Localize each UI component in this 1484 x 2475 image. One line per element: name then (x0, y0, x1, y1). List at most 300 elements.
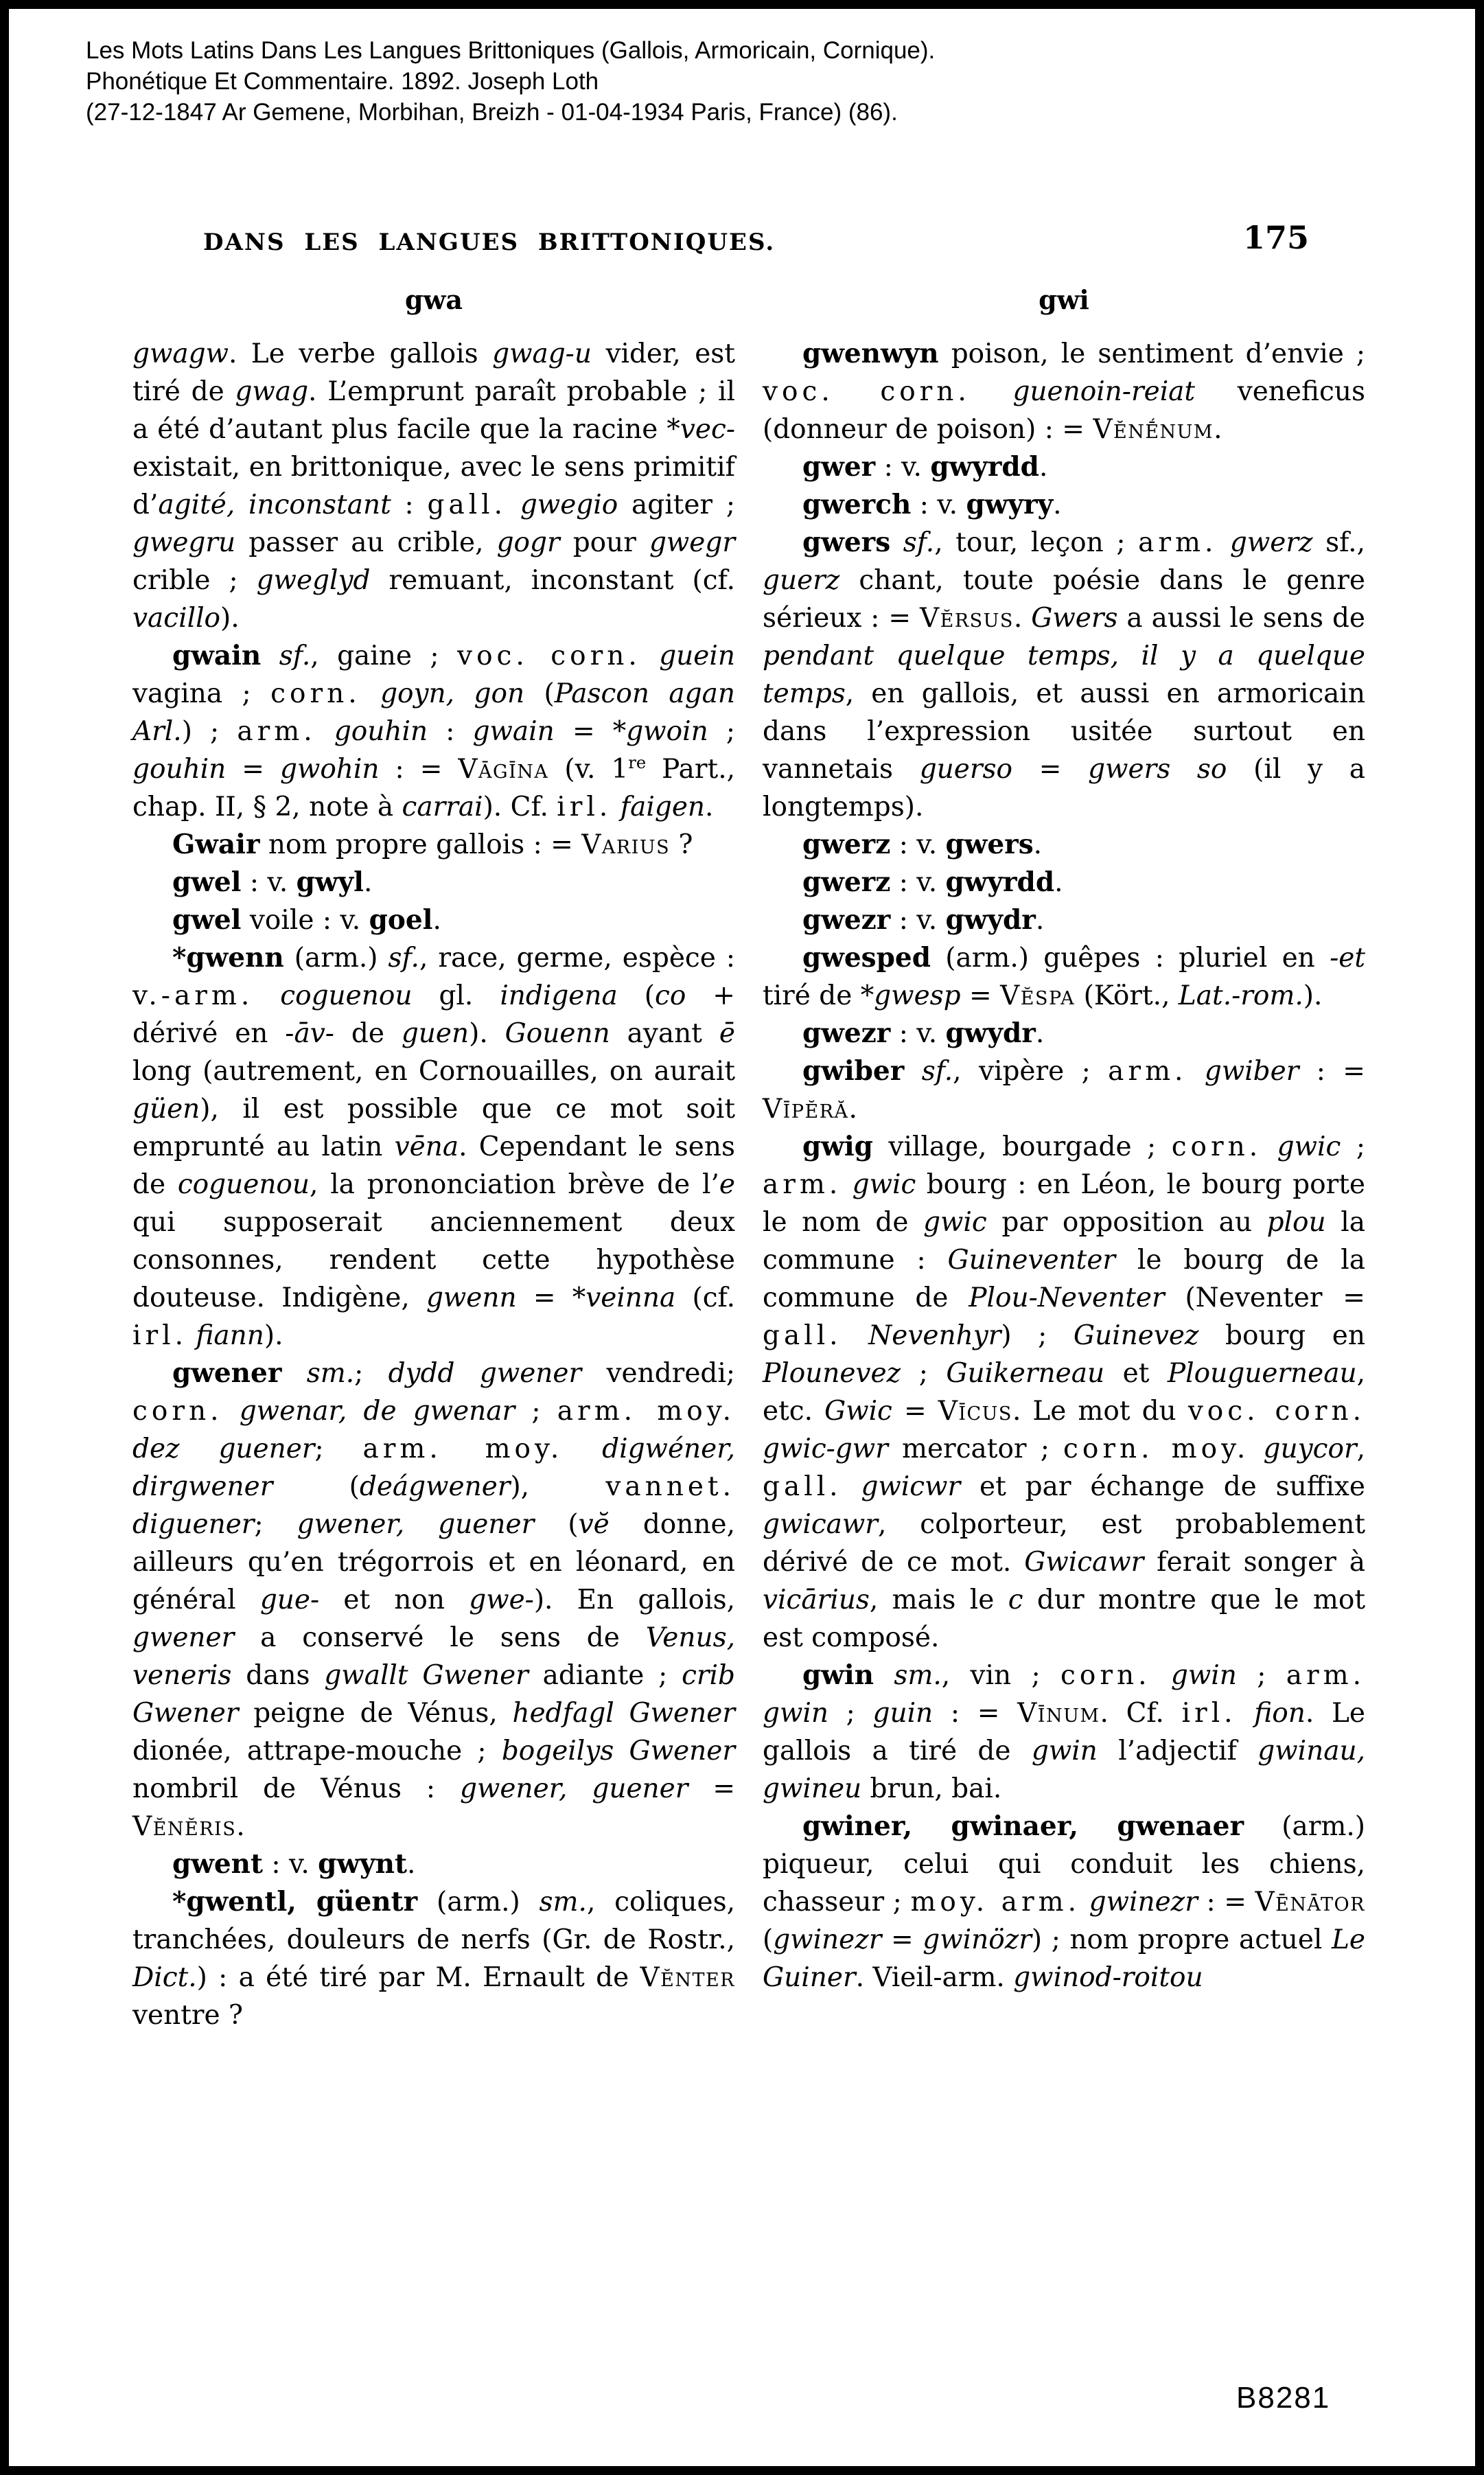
text-run: Gwers (1031, 603, 1118, 634)
text-run (842, 1320, 869, 1351)
text-run: guen (401, 1018, 469, 1049)
text-run: Vĕnḗnum (1093, 414, 1214, 445)
text-run: c (1008, 1585, 1023, 1615)
text-run: bogeilys Gwener (501, 1736, 735, 1766)
text-run: voc. corn. (457, 641, 641, 671)
text-run: : v. (263, 1849, 318, 1880)
text-run (507, 490, 520, 520)
text-run: . (1214, 414, 1222, 445)
text-run: , gaine ; (310, 641, 458, 671)
text-run: , en gallois, et aussi en armoricain dans l’expression usitée surtout en vannetais (763, 678, 1365, 785)
text-run: Lat.-rom. (1178, 980, 1303, 1011)
text-run: moy. arm. (910, 1887, 1081, 1918)
entry-paragraph (763, 1128, 1365, 1657)
entry-paragraph (132, 901, 735, 939)
text-run: ; (828, 1698, 873, 1729)
column-header: gwa (405, 284, 463, 315)
text-run: gwesped (802, 942, 931, 974)
text-run: Vĕspa (1000, 980, 1076, 1011)
text-run (971, 376, 1013, 407)
text-run: (arm.) (283, 943, 389, 974)
text-run: corn. (270, 678, 361, 709)
text-run: gwesp (874, 980, 961, 1011)
text-run: gwent (172, 1848, 264, 1880)
text-run: Vĕnĕris (132, 1811, 237, 1842)
text-run: (cf. (675, 1282, 735, 1313)
text-run: (Kört., (1075, 980, 1179, 1011)
text-run: , (1356, 1434, 1365, 1464)
text-run: gwener, guener (297, 1509, 535, 1540)
text-run: ( (534, 1509, 579, 1540)
text-run (222, 1396, 239, 1427)
text-run: güen (132, 1094, 200, 1125)
text-run: gwenar, de gwenar (239, 1396, 515, 1427)
text-run: gwig (802, 1131, 873, 1162)
text-run: Nevenhyr (868, 1320, 1001, 1351)
text-run: : v. (875, 452, 931, 483)
text-run: bourg : en Léon, le bourg porte le nom de (763, 1169, 1365, 1238)
text-run: : = (1197, 1887, 1255, 1918)
text-run: : v. (890, 867, 946, 898)
text-run: le bourg de la commune de (763, 1245, 1365, 1313)
text-run: : (391, 490, 428, 520)
text-run: ). En gallois, (533, 1585, 735, 1615)
text-run: dans (231, 1660, 325, 1691)
text-run: veneficus (donneur de poison) : = (763, 376, 1365, 445)
text-run: sf. (388, 943, 419, 974)
text-run: Pascon agan Arl. (132, 678, 735, 747)
text-run: : v. (911, 490, 966, 520)
text-run: -et (1330, 943, 1365, 974)
text-run: . (848, 1094, 857, 1125)
provenance-line-3: (27-12-1847 Ar Gemene, Morbihan, Breizh - 01-04-1934 Paris, France) (86). (86, 99, 898, 126)
text-run: , la prononciation brève de l’ (310, 1169, 719, 1200)
text-run: ( (617, 980, 655, 1011)
text-run: gwel (172, 904, 242, 936)
text-run: gwers (802, 527, 891, 558)
text-run: corn. (1171, 1131, 1262, 1162)
text-run: gwydr (945, 1017, 1036, 1049)
text-run: vec- (680, 414, 735, 445)
dictionary-column-left (132, 281, 735, 2034)
text-run: gwiner, gwinaer, gwenaer (802, 1810, 1244, 1842)
text-run: = (892, 1396, 938, 1427)
text-run: gwicawr (763, 1509, 878, 1540)
text-run: re (628, 753, 647, 772)
text-run: sf. (904, 1056, 953, 1087)
text-run: ; (1236, 1660, 1286, 1691)
entry-paragraph (763, 524, 1365, 826)
text-run: gwain (472, 716, 555, 747)
text-run: Vēnātor (1255, 1887, 1365, 1918)
text-run: gwic (852, 1169, 916, 1200)
text-run: gogr (496, 527, 560, 558)
text-run: . (1033, 829, 1043, 860)
text-run: ; (901, 1358, 947, 1389)
entry-paragraph (132, 939, 735, 1355)
text-run: irl. (1181, 1698, 1237, 1729)
text-run: Gouenn (505, 1018, 610, 1049)
text-run: gwyrdd (945, 866, 1055, 898)
text-run: Gwic (824, 1396, 892, 1427)
text-run: voile : v. (241, 905, 369, 936)
text-run (1080, 1887, 1089, 1918)
entry-paragraph (132, 864, 735, 901)
text-run: sf. (890, 527, 935, 558)
entry-paragraph (763, 939, 1365, 1015)
text-run: nom propre gallois : = (259, 829, 582, 860)
text-run (842, 1169, 852, 1200)
entry-paragraph (763, 486, 1365, 524)
text-run: guein (659, 641, 735, 671)
text-run: gwynt (318, 1848, 408, 1880)
text-run: guerz (763, 565, 840, 596)
text-run: gwagw (132, 338, 229, 369)
text-run: fion (1254, 1698, 1306, 1729)
text-run: pour (559, 527, 649, 558)
text-run: gwic (923, 1207, 987, 1238)
text-run: . (1054, 867, 1063, 898)
text-run: gwyry (966, 489, 1054, 520)
text-run: , mais le (869, 1585, 1008, 1615)
text-run: de (334, 1018, 402, 1049)
text-run: arm. moy. (362, 1434, 564, 1464)
text-run: gwener (172, 1357, 282, 1389)
text-run: guenoin-reiat (1012, 376, 1196, 407)
text-run: = (881, 1924, 923, 1955)
text-run: (arm.) guêpes : pluriel en (930, 943, 1330, 974)
text-run: poison, le sentiment d’envie ; (938, 338, 1365, 369)
text-run: gwiber (1204, 1056, 1299, 1087)
text-run: , race, germe, espèce : (419, 943, 735, 974)
text-run (361, 678, 380, 709)
column-header: gwi (1039, 284, 1089, 315)
text-run: village, bourgade ; (872, 1131, 1172, 1162)
text-run: . (1035, 1018, 1045, 1049)
text-run (1217, 527, 1230, 558)
text-run: hedfagl Gwener (512, 1698, 735, 1729)
text-run: l’adjectif (1097, 1736, 1258, 1766)
text-run: vagina ; (132, 678, 271, 709)
text-run (1187, 1056, 1204, 1087)
text-run: gwezr (802, 1017, 891, 1049)
text-run: : = (933, 1698, 1018, 1729)
text-run: gouhin (334, 716, 428, 747)
provenance-line-2: Phonétique Et Commentaire. 1892. Joseph Loth (86, 68, 599, 95)
text-run: dionée, attrape-mouche ; (132, 1736, 502, 1766)
text-run: gwinezr (1089, 1887, 1198, 1918)
text-run: guin (872, 1698, 934, 1729)
text-run: gwegr (649, 527, 735, 558)
text-run: e (719, 1169, 735, 1200)
text-run: ). Cf. (483, 792, 557, 822)
text-run: la commune : (763, 1207, 1365, 1276)
text-run: āv- (294, 1018, 334, 1049)
text-run: ) : a été tiré par M. Ernault de (196, 1962, 640, 1993)
text-run: Plouguerneau (1167, 1358, 1357, 1389)
text-run: Vāgīna (458, 754, 549, 785)
text-run: ventre ? (132, 2000, 243, 2031)
dictionary-column-right (763, 281, 1365, 1996)
text-run: ; (708, 716, 736, 747)
text-run: Plou-Neventer (969, 1282, 1165, 1313)
text-run: ayant (610, 1018, 719, 1049)
text-run: gwer (802, 451, 876, 483)
text-run: gweglyd (256, 565, 371, 596)
text-run: . Le verbe gallois (228, 338, 493, 369)
text-run: . Cf. (1100, 1698, 1182, 1729)
entry-paragraph (132, 1355, 735, 1845)
text-run: gl. (412, 980, 500, 1011)
text-run: gwag-u (492, 338, 592, 369)
text-run: *gwentl, güentr (172, 1886, 418, 1918)
text-run: gue- (259, 1585, 320, 1615)
text-run: corn. moy. (1063, 1434, 1250, 1464)
text-run: tiré de * (763, 980, 874, 1011)
text-run: sf. (261, 641, 311, 671)
text-run: carrai (402, 792, 483, 822)
text-run: ) ; nom propre actuel (1031, 1924, 1332, 1955)
text-run: Plounevez (763, 1358, 901, 1389)
entry-paragraph (132, 826, 735, 864)
text-run (842, 1471, 861, 1502)
text-run: gwerch (802, 489, 912, 520)
text-run: , etc. (763, 1358, 1366, 1427)
text-run: gwerz (1229, 527, 1313, 558)
text-run: qui supposerait anciennement deux consonnes, rendent cette hypothèse douteuse. Indigène, (132, 1207, 735, 1313)
text-run: gwyrdd (930, 451, 1039, 483)
text-run: gall. (763, 1320, 842, 1351)
column-body (132, 335, 735, 2034)
text-run: Guineventer (947, 1245, 1116, 1276)
text-run: ). (264, 1320, 283, 1351)
text-run: gwe- (469, 1585, 534, 1615)
text-run: gwenn (426, 1282, 517, 1313)
text-run: Part., chap. II, § 2, note à (132, 754, 735, 822)
text-run: existait, en brittonique, avec le sens primitif d’ (132, 452, 735, 520)
entry-paragraph (132, 1845, 735, 1883)
entry-paragraph (763, 1808, 1365, 1996)
text-run: peigne de Vénus, (238, 1698, 513, 1729)
text-run: arm. (1286, 1660, 1366, 1691)
text-run: gwinod-roitou (1013, 1962, 1203, 1993)
text-run: Vīnum (1017, 1698, 1100, 1729)
text-run: Gwicawr (1024, 1547, 1144, 1578)
text-run: (arm.) (417, 1887, 540, 1918)
text-run: *gwenn (172, 942, 284, 974)
text-run: brun, bai. (861, 1773, 1002, 1804)
text-run: gwyl (296, 866, 364, 898)
text-run: ? (670, 829, 693, 860)
text-run: irl. (557, 792, 612, 822)
text-run: ), il est possible que ce mot soit emprunté au latin (132, 1094, 735, 1162)
text-run: : v. (890, 829, 946, 860)
text-run: (Neventer = (1164, 1282, 1365, 1313)
text-run: et (1104, 1358, 1168, 1389)
text-run: , colporteur, est probablement dérivé de ce mot. (763, 1509, 1365, 1578)
text-run: indigena (500, 980, 618, 1011)
text-run: gwic (1277, 1131, 1341, 1162)
text-run: gwegio (520, 490, 618, 520)
provenance-header (86, 35, 1404, 128)
text-run: gwin (1170, 1660, 1237, 1691)
text-run: ), (510, 1471, 606, 1502)
text-run: gwerz (802, 829, 891, 860)
entry-paragraph (763, 864, 1365, 901)
text-run: , vin ; (941, 1660, 1061, 1691)
text-run: arm. (1138, 527, 1218, 558)
text-run: : (428, 716, 473, 747)
text-run: ; (515, 1396, 557, 1427)
text-run: Vĕnter (640, 1962, 735, 1993)
text-run: ; (254, 1509, 297, 1540)
text-run: = (1012, 754, 1089, 785)
text-run: sm. (874, 1660, 942, 1691)
text-run: crible ; (132, 565, 257, 596)
text-run: pendant quelque temps, il y a quelque temps (763, 641, 1365, 709)
text-run: donne, ailleurs qu’en trégorrois et en léonard, en général (132, 1509, 735, 1615)
text-run: deágwener (359, 1471, 511, 1502)
text-run: dez guener (132, 1434, 315, 1464)
text-run: gwoin (626, 716, 708, 747)
provenance-line-1: Les Mots Latins Dans Les Langues Brittoniques (Gallois, Armoricain, Cornique). (86, 37, 936, 64)
text-run: : v. (241, 867, 297, 898)
text-run: Gwair (172, 829, 260, 860)
text-run: passer au crible, (235, 527, 497, 558)
text-run: : v. (890, 1018, 946, 1049)
text-run: Vīpĕră (763, 1094, 849, 1125)
text-run: . (1053, 490, 1062, 520)
text-run: Vĕrsus (919, 603, 1014, 634)
text-run: Guikerneau (946, 1358, 1105, 1389)
running-head-title: DANS LES LANGUES BRITTONIQUES. (203, 229, 776, 256)
text-run: (v. 1 (548, 754, 629, 785)
text-run: . (1013, 603, 1032, 634)
entry-paragraph (132, 637, 735, 826)
entry-paragraph (763, 826, 1365, 864)
text-run: gwel (172, 866, 242, 898)
text-run (1151, 1660, 1171, 1691)
text-run: irl. (132, 1320, 187, 1351)
text-run: . (705, 792, 714, 822)
text-run: goel (369, 904, 433, 936)
text-run: arm. (1108, 1056, 1187, 1087)
text-run: bourg en (1198, 1320, 1365, 1351)
text-run: gwiber (802, 1055, 905, 1087)
text-run: ). (1303, 980, 1323, 1011)
text-run: = (960, 980, 1001, 1011)
text-run (187, 1320, 196, 1351)
entry-paragraph (763, 901, 1365, 939)
text-run: dur montre que le mot est composé. (763, 1585, 1365, 1653)
text-run: gwinau, gwineu (763, 1736, 1365, 1804)
text-run: co (654, 980, 686, 1011)
text-run: ; (1341, 1131, 1365, 1162)
text-run: ). (469, 1018, 505, 1049)
text-run: . L’emprunt paraît probable ; il a été d’autant plus facile que la racine * (132, 376, 735, 445)
text-run: ; (354, 1358, 389, 1389)
catalog-code: B8281 (1236, 2381, 1331, 2415)
text-run: guerso (919, 754, 1013, 785)
text-run: gouhin (132, 754, 227, 785)
text-run: , tour, leçon ; (934, 527, 1139, 558)
text-run: (arm.) piqueur, celui qui conduit les chiens, chasseur ; (763, 1811, 1365, 1918)
text-run: agiter ; (618, 490, 735, 520)
text-run: ; (314, 1434, 363, 1464)
text-run: gwegru (132, 527, 236, 558)
text-run: faigen (620, 792, 706, 822)
text-run: plou (1266, 1207, 1326, 1238)
text-run: par opposition au (986, 1207, 1267, 1238)
text-run: . (1035, 905, 1045, 936)
text-run: ) ; (1001, 1320, 1074, 1351)
text-run (253, 980, 280, 1011)
text-run: goyn, gon (380, 678, 525, 709)
text-run: sm. (281, 1358, 355, 1389)
text-run: gwener, guener (460, 1773, 688, 1804)
text-run: gwohin (279, 754, 380, 785)
text-run: gwin (802, 1659, 874, 1691)
text-run: = (688, 1773, 735, 1804)
text-run: corn. (132, 1396, 223, 1427)
entry-paragraph (132, 1883, 735, 2034)
text-run: , vipère ; (953, 1056, 1109, 1087)
text-run: gwerz (802, 866, 891, 898)
text-run: crib Gwener (132, 1660, 735, 1729)
text-run: arm. moy. (557, 1396, 736, 1427)
text-run: vēna (394, 1131, 459, 1162)
text-run: arm. (763, 1169, 842, 1200)
text-run (316, 716, 334, 747)
text-run: . (236, 1811, 245, 1842)
text-run: gwic-gwr (763, 1434, 888, 1464)
text-run: . (1039, 452, 1048, 483)
text-run: gwicwr (861, 1471, 961, 1502)
text-run: dydd gwener (388, 1358, 582, 1389)
text-run: nombril de Vénus : (132, 1773, 461, 1804)
text-run (1262, 1131, 1277, 1162)
text-run: + dérivé en - (132, 980, 735, 1049)
text-run: agité, inconstant (158, 490, 391, 520)
text-run: gwinözr (923, 1924, 1032, 1955)
text-run: gwener (132, 1622, 235, 1653)
text-run: Venus, veneris (132, 1622, 735, 1691)
text-run: . Vieil-arm. (855, 1962, 1014, 1993)
text-run: gwydr (945, 904, 1036, 936)
text-run: coguenou (177, 1169, 310, 1200)
text-run: Vīcus (938, 1396, 1012, 1427)
text-run: vannet. (605, 1471, 735, 1502)
text-run: veinna (586, 1282, 676, 1313)
text-run: ferait songer à (1144, 1547, 1365, 1578)
text-run: ē (719, 1018, 735, 1049)
text-run: voc. corn. (1187, 1396, 1365, 1427)
text-run: gwin (1031, 1736, 1098, 1766)
text-run: : v. (890, 905, 946, 936)
text-run: ). (220, 603, 240, 634)
text-run: . Cependant le sens de (132, 1131, 735, 1200)
text-run: ( (273, 1471, 360, 1502)
column-body (763, 335, 1365, 1996)
text-run: ( (763, 1924, 774, 1955)
text-run: . Le mot du (1012, 1396, 1188, 1427)
text-run: sf., (1312, 527, 1365, 558)
text-run: adiante ; (528, 1660, 682, 1691)
text-run: gwain (172, 640, 262, 671)
text-run: . Le gallois a tiré de (763, 1698, 1365, 1766)
text-run: vendredi; (581, 1358, 735, 1389)
text-run: gall. (427, 490, 507, 520)
